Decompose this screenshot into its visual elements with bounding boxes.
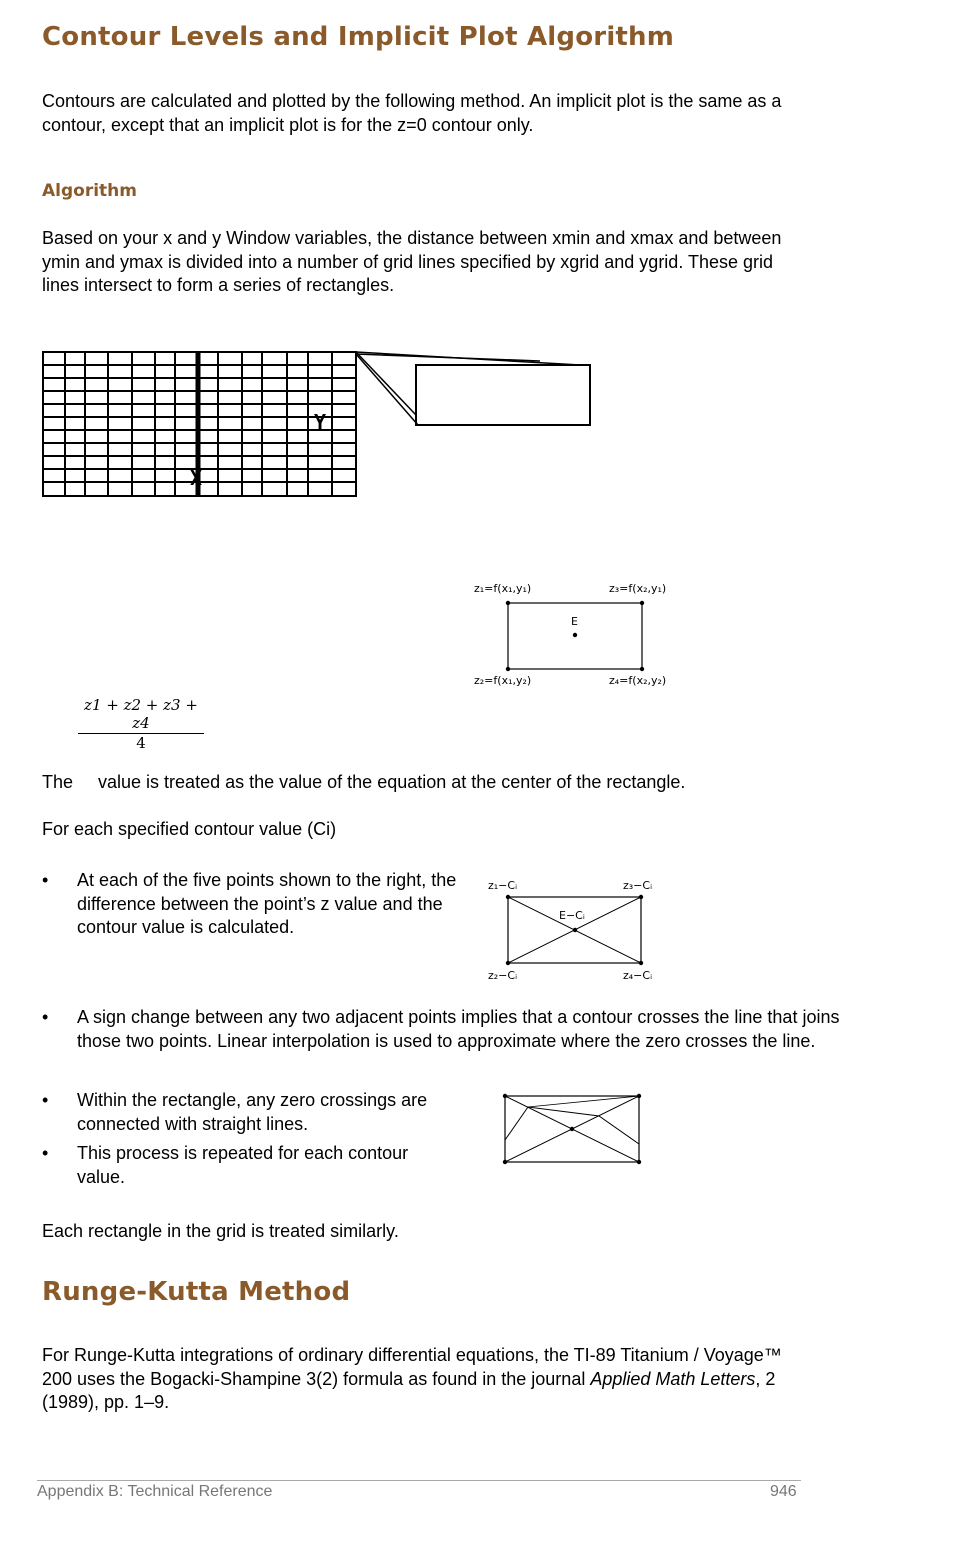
bullet-item-1 [42, 869, 462, 941]
difference-figure [480, 872, 680, 987]
diff-label-z2: z₂−Cᵢ [488, 969, 518, 982]
grid-figure [40, 345, 600, 505]
fraction-denominator: 4 [136, 734, 146, 752]
bullet-item-3 [42, 1089, 462, 1137]
bullet-dot: • [42, 1143, 49, 1163]
section-title-contour: Contour Levels and Implicit Plot Algorithm [42, 22, 675, 52]
grid-y-label: Y [314, 410, 327, 434]
footer-divider [37, 1480, 801, 1481]
rect-label-z3: z₃=f(x₂,y₁) [609, 582, 667, 595]
diff-label-z3: z₃−Cᵢ [623, 879, 653, 892]
bullet-item-2 [42, 1006, 882, 1078]
bullet-dot: • [42, 870, 49, 890]
closing-paragraph: Each rectangle in the grid is treated similarly. [42, 1221, 399, 1241]
runge-kutta-paragraph [42, 1344, 812, 1415]
bullet-text: Within the rectangle, any zero crossings are connected with straight lines. [77, 1090, 428, 1134]
bullet-dot: • [42, 1007, 49, 1027]
rect-label-z1: z₁=f(x₁,y₁) [474, 582, 532, 595]
rect-label-z4: z₄=f(x₂,y₂) [609, 674, 667, 687]
runge-kutta-text-2: , 2 (1989), pp. 1–9. [42, 1368, 776, 1412]
bullet-text: This process is repeated for each contour value. [77, 1143, 409, 1187]
section-title-runge-kutta: Runge-Kutta Method [42, 1277, 351, 1307]
bullet-dot: • [42, 1090, 49, 1110]
rect-label-z2: z₂=f(x₁,y₂) [474, 674, 532, 687]
bullet-text: A sign change between any two adjacent points implies that a contour crosses the line that joins those two points. Linear interpolation is used to approximate where the zero crosses the line. [77, 1007, 840, 1051]
intro-paragraph: Contours are calculated and plotted by the following method. An implicit plot is the same as a contour, except that an implicit plot is for the z=0 contour only. [42, 91, 782, 135]
diff-label-z1: z₁−Cᵢ [488, 879, 518, 892]
algorithm-heading: Algorithm [42, 181, 137, 201]
diff-label-center: E−Cᵢ [559, 909, 585, 922]
journal-name: Applied Math Letters [590, 1368, 756, 1389]
footer-label: Appendix B: Technical Reference [37, 1483, 273, 1500]
for-each-paragraph: For each specified contour value (Ci) [42, 819, 337, 839]
bullet-text: At each of the five points shown to the right, the difference between the point’s z value and the contour value is calculated. [77, 870, 457, 937]
page-number: 946 [770, 1483, 797, 1500]
rect-label-center: E [571, 615, 578, 628]
average-fraction [78, 696, 204, 752]
grid-x-label: X [190, 466, 203, 490]
runge-kutta-text-1: For Runge-Kutta integrations of ordinary differential equations, the TI-89 Titanium / Voyage™ 200 uses the Bogacki-Shampine 3(2) formula as found in the journal [42, 1345, 782, 1389]
algorithm-paragraph: Based on your x and y Window variables, the distance between xmin and xmax and between ymin and ymax is divided into a number of grid lines specified by xgrid and ygrid. These grid lines intersect to form a series of rectangles. [42, 228, 782, 295]
rectangle-figure [470, 575, 690, 695]
bullet-item-4 [42, 1142, 462, 1190]
fraction-numerator: z1 + z2 + z3 + z4 [78, 696, 204, 734]
diff-label-z4: z₄−Cᵢ [623, 969, 653, 982]
zero-crossing-figure [495, 1088, 650, 1173]
e-value-paragraph: The value is treated as the value of the equation at the center of the rectangle. [42, 772, 686, 792]
